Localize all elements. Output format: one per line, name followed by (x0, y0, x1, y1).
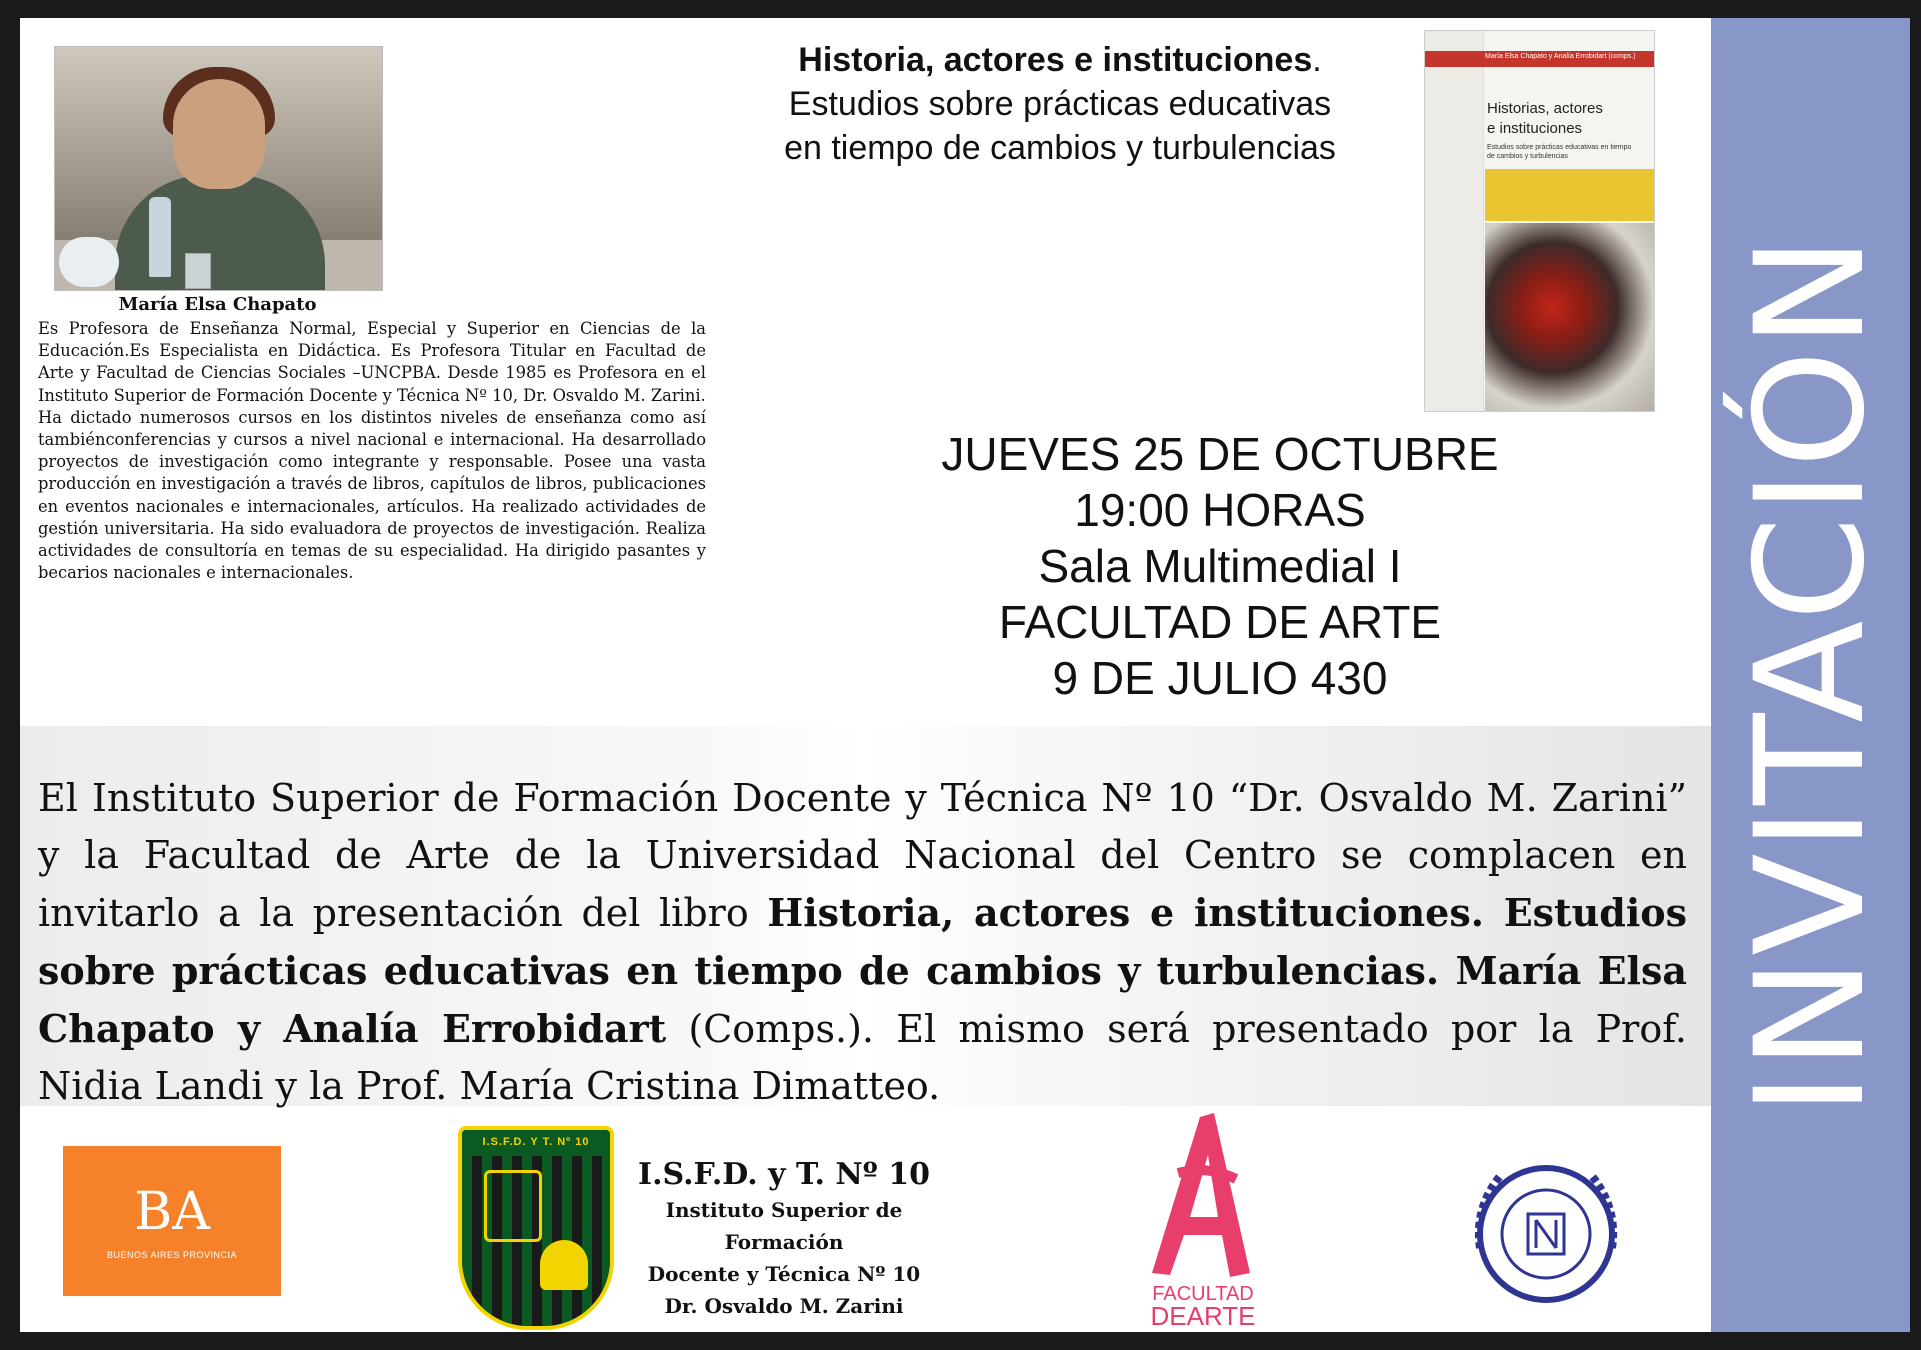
isfd-shield-logo: I.S.F.D. Y T. Nº 10 (458, 1126, 614, 1330)
lamp-icon (540, 1240, 588, 1290)
book-subtitle-line1: Estudios sobre prácticas educativas (788, 85, 1332, 123)
event-time: 19:00 HORAS (1074, 484, 1366, 536)
event-address: 9 DE JULIO 430 (1052, 652, 1388, 704)
book-title-main: Historia, actores e instituciones (798, 41, 1313, 79)
side-label: INVITACIÓN (1723, 233, 1898, 1117)
book-cover (1424, 30, 1655, 412)
cover-authors: María Elsa Chapato y Analía Errobidart (comps.) (1485, 53, 1636, 60)
side-banner (1711, 18, 1910, 1332)
letter-a-icon (1128, 1113, 1278, 1283)
book-subtitle-line2: en tiempo de cambios y turbulencias (784, 129, 1336, 167)
shield-emblem-icon (484, 1170, 542, 1242)
buenos-aires-logo: BA BUENOS AIRES PROVINCIA (63, 1146, 281, 1296)
speaker-photo (54, 46, 383, 291)
speaker-name: María Elsa Chapato (118, 294, 317, 315)
university-seal-icon (1460, 1148, 1632, 1320)
invitation-card (20, 18, 1910, 1332)
event-details (860, 426, 1580, 706)
invitation-text: El Instituto Superior de Formación Docente y Técnica Nº 10 “Dr. Osvaldo M. Zarini” y la Facultad de Arte de la Universidad Nacional del Centro se complacen en invitarlo a la presentación del libro Historia, actores e instituciones. Estudios sobre prácticas educativas en tiempo de cambios y turbulencias. María Elsa Chapato y Analía Errobidart (Comps.). El mismo será presentado por la Prof. Nidia Landi y la Prof. María Cristina Dimatteo. (38, 776, 1688, 1108)
cover-subtitle: Estudios sobre prácticas educativas en tiempo de cambios y turbulencias (1487, 144, 1632, 160)
event-room: Sala Multimedial I (1038, 540, 1402, 592)
book-title: Historia, actores e instituciones. Estudios sobre prácticas educativas en tiempo de cambios y turbulencias (710, 38, 1410, 170)
event-venue: FACULTAD DE ARTE (998, 596, 1442, 648)
cover-title: Historias, actores e instituciones (1487, 100, 1603, 137)
event-date: JUEVES 25 DE OCTUBRE (941, 428, 1499, 480)
uncpba-seal-logo (1460, 1148, 1632, 1320)
facultad-arte-logo: FACULTAD DEARTE (1128, 1113, 1278, 1332)
isfd-text-block: I.S.F.D. y T. Nº 10 Instituto Superior de Formación Docente y Técnica Nº 10 Dr. Osvaldo M. Zarini (638, 1157, 930, 1318)
speaker-bio: Es Profesora de Enseñanza Normal, Especial y Superior en Ciencias de la Educación.Es Especialista en Didáctica. Es Profesora Titular en Facultad de Arte y Facultad de Ciencias Sociales –UNCPBA. Desde 1985 es Profesora en el Instituto Superior de Formación Docente y Técnica Nº 10, Dr. Osvaldo M. Zarini. Ha dictado numerosos cursos en los distintos niveles de enseñanza como así tambiénconferencias y cursos a nivel nacional e internacional. Ha desarrollado proyectos de investigación como integrante y responsable. Posee una vasta producción en investigación a través de libros, capítulos de libros, publicaciones en eventos nacionales e internacionales, artículos. Ha realizado actividades de gestión universitaria. Ha sido evaluadora de proyectos de investigación. Realiza actividades de consultoría en temas de su especialidad. Ha dirigido pasantes y becarios nacionales e internacionales. (38, 319, 706, 583)
